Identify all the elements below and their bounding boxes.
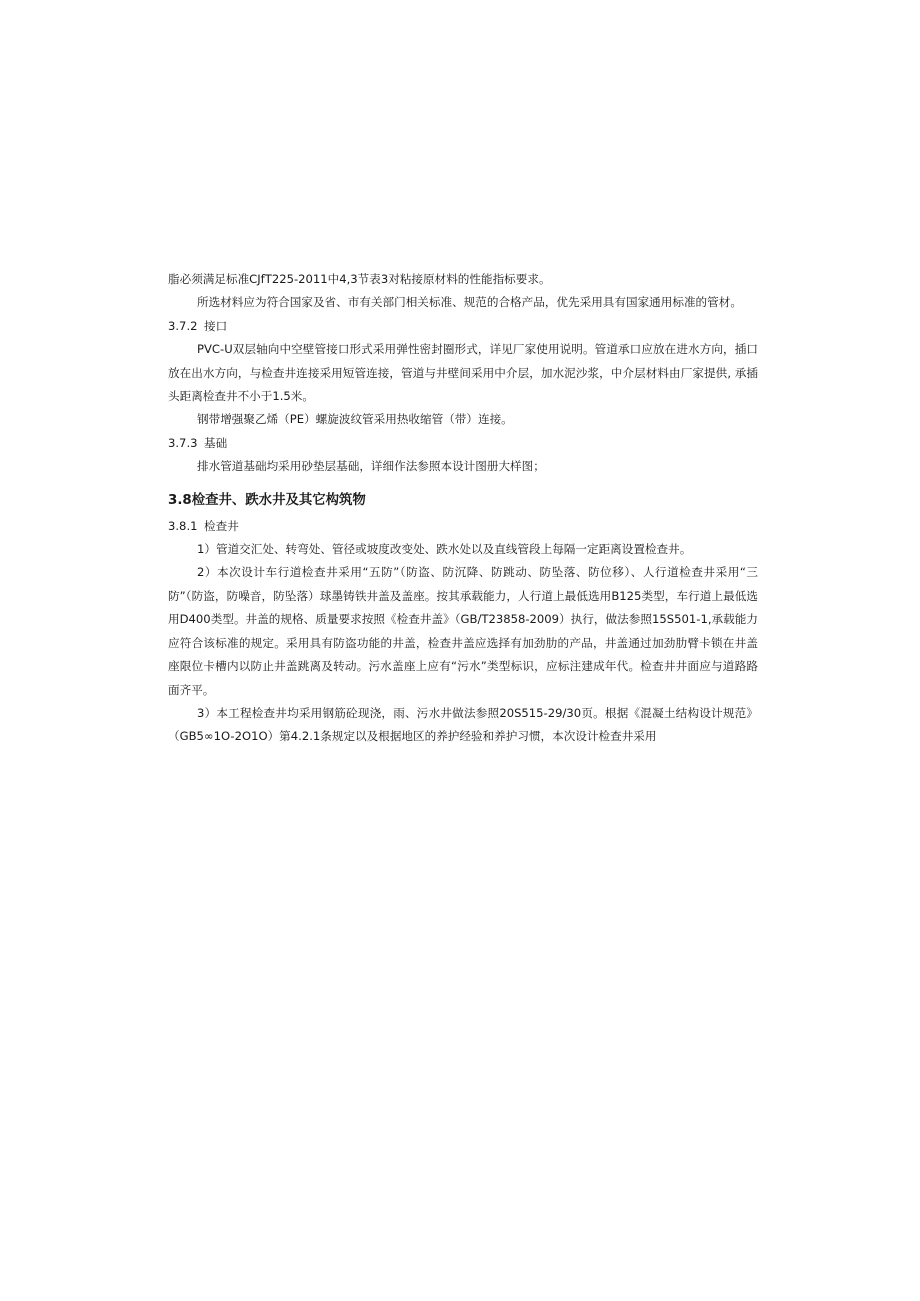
paragraph-adhesive-requirement: 脂必须满足标准CJfT225-2011中4,3节表3对粘接原材料的性能指标要求。 [168,272,551,286]
paragraph-manhole-placement: 1）管道交汇处、转弯处、管径或坡度改变处、跌水处以及直线管段上每隔一定距离设置检查井。 [197,542,692,557]
section-number: 3.7.3 [168,435,198,450]
section-title: 基础 [204,435,228,450]
paragraph-foundation: 排水管道基础均采用砂垫层基础，详细作法参照本设计图册大样图； [197,459,545,474]
paragraph-pe-pipe-joint: 钢带增强聚乙烯（PE）螺旋波纹管采用热收缩管（带）连接。 [197,412,513,427]
section-3-8-1-heading [168,515,758,538]
section-3-8-heading: 3.8检查井、跌水井及其它构筑物 [168,492,366,508]
section-title: 接口 [204,318,228,333]
section-number: 3.7.2 [168,318,198,333]
paragraph-manhole-construction: 3）本工程检查井均采用钢筋砼现浇，雨、污水井做法参照20S515-29/30页。根据《混凝土结构设计规范》（GB5∞1O-2O1O）第4.2.1条规定以及根据地区的养护经验和养护习惯，本次设计检查井采用 [168,705,758,744]
section-number: 3.8.1 [168,518,198,533]
paragraph-material-selection: 所选材料应为符合国家及省、市有关部门相关标准、规范的合格产品，优先采用具有国家通用标准的管材。 [197,295,742,310]
section-title: 检查井 [204,518,239,533]
paragraph-joint-method: PVC-U双层轴向中空壁管接口形式采用弹性密封圈形式，详见厂家使用说明。管道承口应放在进水方向，插口放在出水方向，与检查井连接采用短管连接，管道与井壁间采用中介层，加水泥沙浆，中介层材料由厂家提供, 承插头距离检查井不小于1.5米。 [168,342,758,404]
document-body [168,268,758,749]
section-3-7-2-heading [168,315,758,338]
paragraph-manhole-cover: 2）本次设计车行道检查井采用“五防”（防盗、防沉降、防跳动、防坠落、防位移）、人行道检查井采用“三防”（防盗，防噪音，防坠落）球墨铸铁井盖及盖座。按其承载能力，人行道上最低选用B125类型，车行道上最低选用D400类型。井盖的规格、质量要求按照《检查井盖》（GB/T23858-2009）执行，做法参照15S501-1,承载能力应符合该标准的规定。采用具有防盗功能的井盖，检查井盖应选择有加劲肋的产品，井盖通过加劲肋臂卡锁在井盖座限位卡槽内以防止井盖跳离及转动。污水盖座上应有“污水”类型标识，应标注建成年代。检查井井面应与道路路面齐平。 [168,565,758,697]
section-3-7-3-heading [168,432,758,455]
